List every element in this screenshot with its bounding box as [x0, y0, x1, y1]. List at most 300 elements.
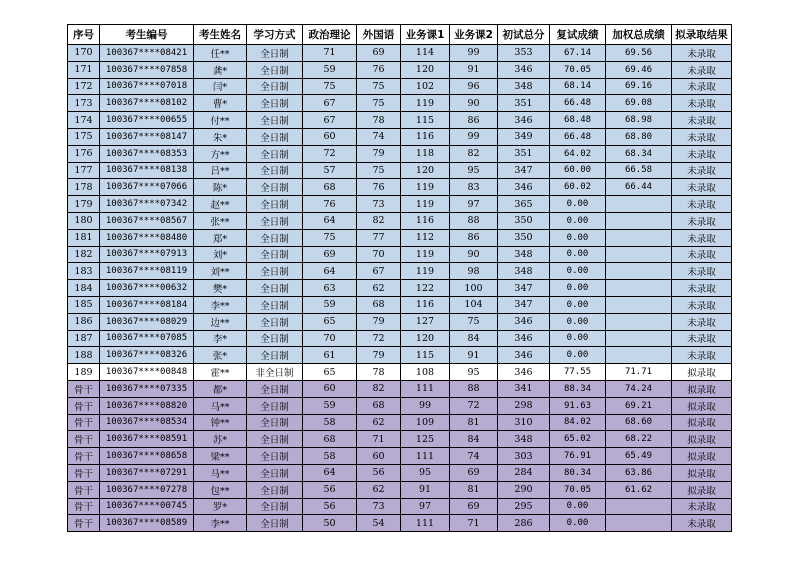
header-result: 拟录取结果: [672, 25, 732, 45]
admission-results-table: [67, 24, 732, 532]
cell-politics: 64: [303, 263, 357, 280]
cell-course-1: 95: [401, 464, 450, 481]
cell-course-2: 90: [450, 246, 498, 263]
cell-seq: 175: [68, 128, 100, 145]
cell-course-2: 75: [450, 313, 498, 330]
cell-result: 未录取: [672, 196, 732, 213]
cell-foreign-language: 78: [357, 112, 401, 129]
cell-seq: 177: [68, 162, 100, 179]
table-row: [68, 313, 732, 330]
cell-name: 李**: [194, 515, 247, 532]
cell-foreign-language: 60: [357, 448, 401, 465]
cell-candidate-id: 100367****07085: [100, 330, 194, 347]
cell-seq: 174: [68, 112, 100, 129]
header-study-mode: 学习方式: [247, 25, 303, 45]
cell-retest-score: 0.00: [550, 296, 606, 313]
cell-foreign-language: 78: [357, 364, 401, 381]
cell-retest-score: 84.02: [550, 414, 606, 431]
cell-initial-total: 347: [498, 162, 550, 179]
cell-seq: 骨干: [68, 498, 100, 515]
cell-result: 未录取: [672, 45, 732, 62]
table-row: [68, 380, 732, 397]
cell-candidate-id: 100367****08029: [100, 313, 194, 330]
cell-study-mode: 全日制: [247, 112, 303, 129]
cell-course-2: 104: [450, 296, 498, 313]
cell-politics: 56: [303, 481, 357, 498]
cell-initial-total: 347: [498, 296, 550, 313]
cell-weighted-total: 69.16: [606, 78, 672, 95]
cell-course-2: 69: [450, 498, 498, 515]
cell-course-1: 114: [401, 45, 450, 62]
cell-weighted-total: [606, 246, 672, 263]
cell-result: 未录取: [672, 162, 732, 179]
cell-politics: 60: [303, 380, 357, 397]
header-initial-total: 初试总分: [498, 25, 550, 45]
cell-initial-total: 286: [498, 515, 550, 532]
cell-seq: 170: [68, 45, 100, 62]
cell-course-2: 86: [450, 112, 498, 129]
cell-seq: 185: [68, 296, 100, 313]
cell-foreign-language: 79: [357, 313, 401, 330]
cell-weighted-total: [606, 229, 672, 246]
cell-study-mode: 全日制: [247, 179, 303, 196]
cell-candidate-id: 100367****08138: [100, 162, 194, 179]
cell-weighted-total: [606, 330, 672, 347]
cell-weighted-total: 68.80: [606, 128, 672, 145]
cell-retest-score: 0.00: [550, 263, 606, 280]
cell-result: 未录取: [672, 347, 732, 364]
cell-politics: 67: [303, 112, 357, 129]
cell-weighted-total: 68.60: [606, 414, 672, 431]
cell-course-2: 96: [450, 78, 498, 95]
header-course-2: 业务课2: [450, 25, 498, 45]
cell-politics: 60: [303, 128, 357, 145]
cell-weighted-total: 65.49: [606, 448, 672, 465]
cell-foreign-language: 62: [357, 280, 401, 297]
header-weighted-total: 加权总成绩: [606, 25, 672, 45]
cell-initial-total: 346: [498, 61, 550, 78]
cell-study-mode: 全日制: [247, 347, 303, 364]
cell-foreign-language: 75: [357, 162, 401, 179]
cell-course-2: 86: [450, 229, 498, 246]
cell-weighted-total: 68.22: [606, 431, 672, 448]
cell-course-2: 100: [450, 280, 498, 297]
cell-result: 未录取: [672, 112, 732, 129]
cell-politics: 56: [303, 498, 357, 515]
cell-course-2: 88: [450, 380, 498, 397]
cell-politics: 65: [303, 364, 357, 381]
cell-retest-score: 65.02: [550, 431, 606, 448]
cell-course-2: 84: [450, 330, 498, 347]
cell-result: 未录取: [672, 128, 732, 145]
cell-seq: 骨干: [68, 397, 100, 414]
cell-politics: 64: [303, 212, 357, 229]
cell-candidate-id: 100367****07018: [100, 78, 194, 95]
cell-name: 樊*: [194, 280, 247, 297]
table-row: [68, 78, 732, 95]
cell-course-1: 127: [401, 313, 450, 330]
cell-course-2: 97: [450, 196, 498, 213]
cell-foreign-language: 77: [357, 229, 401, 246]
cell-candidate-id: 100367****08184: [100, 296, 194, 313]
cell-study-mode: 全日制: [247, 162, 303, 179]
table-row: [68, 128, 732, 145]
cell-course-2: 69: [450, 464, 498, 481]
cell-result: 未录取: [672, 280, 732, 297]
cell-name: 赵**: [194, 196, 247, 213]
cell-study-mode: 全日制: [247, 464, 303, 481]
cell-study-mode: 全日制: [247, 498, 303, 515]
cell-seq: 骨干: [68, 380, 100, 397]
cell-politics: 57: [303, 162, 357, 179]
cell-weighted-total: 74.24: [606, 380, 672, 397]
cell-foreign-language: 62: [357, 481, 401, 498]
cell-initial-total: 290: [498, 481, 550, 498]
cell-candidate-id: 100367****08353: [100, 145, 194, 162]
cell-course-2: 99: [450, 128, 498, 145]
cell-result: 未录取: [672, 498, 732, 515]
cell-course-2: 88: [450, 212, 498, 229]
cell-result: 未录取: [672, 145, 732, 162]
cell-study-mode: 全日制: [247, 229, 303, 246]
cell-result: 未录取: [672, 296, 732, 313]
cell-weighted-total: 63.86: [606, 464, 672, 481]
cell-initial-total: 346: [498, 313, 550, 330]
table-row: [68, 481, 732, 498]
cell-retest-score: 64.02: [550, 145, 606, 162]
cell-result: 拟录取: [672, 448, 732, 465]
cell-retest-score: 0.00: [550, 196, 606, 213]
cell-seq: 173: [68, 95, 100, 112]
cell-name: 李**: [194, 296, 247, 313]
cell-course-1: 102: [401, 78, 450, 95]
cell-weighted-total: [606, 313, 672, 330]
cell-weighted-total: [606, 347, 672, 364]
cell-foreign-language: 79: [357, 145, 401, 162]
cell-name: 边**: [194, 313, 247, 330]
header-seq: 序号: [68, 25, 100, 45]
cell-course-1: 119: [401, 246, 450, 263]
cell-seq: 骨干: [68, 431, 100, 448]
cell-initial-total: 349: [498, 128, 550, 145]
table-row: [68, 515, 732, 532]
cell-name: 马**: [194, 397, 247, 414]
cell-course-2: 95: [450, 364, 498, 381]
cell-study-mode: 全日制: [247, 313, 303, 330]
cell-name: 郑*: [194, 229, 247, 246]
cell-candidate-id: 100367****08567: [100, 212, 194, 229]
cell-initial-total: 310: [498, 414, 550, 431]
cell-initial-total: 348: [498, 431, 550, 448]
cell-result: 未录取: [672, 95, 732, 112]
header-politics: 政治理论: [303, 25, 357, 45]
cell-study-mode: 全日制: [247, 145, 303, 162]
cell-initial-total: 346: [498, 347, 550, 364]
cell-course-1: 119: [401, 179, 450, 196]
table-row: [68, 61, 732, 78]
cell-seq: 189: [68, 364, 100, 381]
cell-study-mode: 全日制: [247, 128, 303, 145]
cell-weighted-total: [606, 263, 672, 280]
cell-foreign-language: 82: [357, 380, 401, 397]
cell-initial-total: 346: [498, 179, 550, 196]
cell-weighted-total: 69.56: [606, 45, 672, 62]
table-row: [68, 179, 732, 196]
table-row: [68, 448, 732, 465]
cell-retest-score: 0.00: [550, 280, 606, 297]
cell-candidate-id: 100367****08102: [100, 95, 194, 112]
cell-initial-total: 347: [498, 280, 550, 297]
cell-politics: 67: [303, 95, 357, 112]
cell-name: 张*: [194, 347, 247, 364]
cell-seq: 180: [68, 212, 100, 229]
cell-seq: 骨干: [68, 448, 100, 465]
cell-seq: 182: [68, 246, 100, 263]
cell-study-mode: 全日制: [247, 380, 303, 397]
cell-politics: 68: [303, 179, 357, 196]
cell-name: 霍**: [194, 364, 247, 381]
cell-name: 曹*: [194, 95, 247, 112]
cell-retest-score: 68.14: [550, 78, 606, 95]
cell-name: 钟**: [194, 414, 247, 431]
cell-course-2: 72: [450, 397, 498, 414]
cell-foreign-language: 82: [357, 212, 401, 229]
cell-course-1: 111: [401, 515, 450, 532]
cell-result: 未录取: [672, 61, 732, 78]
cell-candidate-id: 100367****07913: [100, 246, 194, 263]
cell-candidate-id: 100367****00655: [100, 112, 194, 129]
cell-initial-total: 284: [498, 464, 550, 481]
cell-retest-score: 91.63: [550, 397, 606, 414]
table-row: [68, 498, 732, 515]
cell-course-1: 108: [401, 364, 450, 381]
table-row: [68, 229, 732, 246]
cell-course-2: 84: [450, 431, 498, 448]
cell-result: 拟录取: [672, 464, 732, 481]
cell-retest-score: 66.48: [550, 95, 606, 112]
cell-course-2: 74: [450, 448, 498, 465]
cell-name: 朱*: [194, 128, 247, 145]
cell-politics: 69: [303, 246, 357, 263]
cell-weighted-total: [606, 212, 672, 229]
table-row: [68, 196, 732, 213]
cell-course-1: 115: [401, 112, 450, 129]
cell-name: 陈*: [194, 179, 247, 196]
cell-course-1: 120: [401, 61, 450, 78]
table-row: [68, 296, 732, 313]
table-row: [68, 246, 732, 263]
table-row: [68, 347, 732, 364]
cell-retest-score: 67.14: [550, 45, 606, 62]
cell-initial-total: 351: [498, 95, 550, 112]
cell-seq: 骨干: [68, 515, 100, 532]
cell-course-2: 91: [450, 347, 498, 364]
cell-politics: 58: [303, 448, 357, 465]
cell-name: 吕**: [194, 162, 247, 179]
cell-study-mode: 全日制: [247, 246, 303, 263]
cell-weighted-total: 69.21: [606, 397, 672, 414]
cell-seq: 骨干: [68, 481, 100, 498]
cell-initial-total: 365: [498, 196, 550, 213]
cell-name: 闫*: [194, 78, 247, 95]
table-row: [68, 212, 732, 229]
table-row: [68, 464, 732, 481]
cell-foreign-language: 79: [357, 347, 401, 364]
cell-candidate-id: 100367****00745: [100, 498, 194, 515]
cell-result: 拟录取: [672, 431, 732, 448]
cell-retest-score: 0.00: [550, 246, 606, 263]
table-row: [68, 263, 732, 280]
cell-foreign-language: 76: [357, 61, 401, 78]
cell-course-1: 115: [401, 347, 450, 364]
cell-weighted-total: [606, 515, 672, 532]
cell-retest-score: 77.55: [550, 364, 606, 381]
cell-study-mode: 全日制: [247, 95, 303, 112]
cell-seq: 187: [68, 330, 100, 347]
cell-name: 刘**: [194, 263, 247, 280]
cell-name: 罗*: [194, 498, 247, 515]
cell-course-1: 91: [401, 481, 450, 498]
cell-name: 马**: [194, 464, 247, 481]
cell-course-1: 122: [401, 280, 450, 297]
cell-foreign-language: 75: [357, 95, 401, 112]
cell-weighted-total: 68.34: [606, 145, 672, 162]
cell-course-1: 119: [401, 196, 450, 213]
cell-study-mode: 全日制: [247, 481, 303, 498]
cell-course-1: 111: [401, 448, 450, 465]
cell-retest-score: 70.05: [550, 481, 606, 498]
table-row: [68, 145, 732, 162]
table-row: [68, 330, 732, 347]
cell-weighted-total: 66.44: [606, 179, 672, 196]
cell-politics: 75: [303, 78, 357, 95]
header-course-1: 业务课1: [401, 25, 450, 45]
cell-study-mode: 全日制: [247, 296, 303, 313]
cell-course-1: 116: [401, 296, 450, 313]
cell-politics: 50: [303, 515, 357, 532]
cell-retest-score: 66.48: [550, 128, 606, 145]
cell-study-mode: 全日制: [247, 212, 303, 229]
cell-candidate-id: 100367****07342: [100, 196, 194, 213]
cell-retest-score: 0.00: [550, 313, 606, 330]
cell-result: 未录取: [672, 179, 732, 196]
cell-weighted-total: 66.58: [606, 162, 672, 179]
header-retest-score: 复试成绩: [550, 25, 606, 45]
cell-politics: 64: [303, 464, 357, 481]
cell-result: 拟录取: [672, 481, 732, 498]
cell-weighted-total: [606, 196, 672, 213]
cell-name: 张**: [194, 212, 247, 229]
cell-weighted-total: 68.98: [606, 112, 672, 129]
cell-course-2: 71: [450, 515, 498, 532]
cell-course-2: 90: [450, 95, 498, 112]
cell-name: 付**: [194, 112, 247, 129]
cell-seq: 176: [68, 145, 100, 162]
cell-seq: 179: [68, 196, 100, 213]
cell-study-mode: 全日制: [247, 431, 303, 448]
cell-seq: 186: [68, 313, 100, 330]
cell-foreign-language: 74: [357, 128, 401, 145]
cell-weighted-total: [606, 280, 672, 297]
cell-politics: 68: [303, 431, 357, 448]
table-row: [68, 431, 732, 448]
cell-candidate-id: 100367****07278: [100, 481, 194, 498]
cell-foreign-language: 68: [357, 397, 401, 414]
cell-name: 刘*: [194, 246, 247, 263]
cell-seq: 181: [68, 229, 100, 246]
cell-initial-total: 350: [498, 212, 550, 229]
cell-politics: 71: [303, 45, 357, 62]
cell-candidate-id: 100367****07066: [100, 179, 194, 196]
cell-study-mode: 全日制: [247, 448, 303, 465]
cell-candidate-id: 100367****08147: [100, 128, 194, 145]
cell-foreign-language: 56: [357, 464, 401, 481]
cell-foreign-language: 62: [357, 414, 401, 431]
cell-study-mode: 全日制: [247, 45, 303, 62]
cell-seq: 骨干: [68, 414, 100, 431]
cell-retest-score: 0.00: [550, 212, 606, 229]
cell-initial-total: 353: [498, 45, 550, 62]
cell-course-2: 91: [450, 61, 498, 78]
cell-retest-score: 0.00: [550, 330, 606, 347]
cell-candidate-id: 100367****08591: [100, 431, 194, 448]
cell-candidate-id: 100367****08589: [100, 515, 194, 532]
cell-initial-total: 346: [498, 330, 550, 347]
cell-result: 未录取: [672, 229, 732, 246]
cell-retest-score: 0.00: [550, 229, 606, 246]
cell-candidate-id: 100367****00632: [100, 280, 194, 297]
cell-retest-score: 68.48: [550, 112, 606, 129]
cell-politics: 59: [303, 397, 357, 414]
cell-course-1: 118: [401, 145, 450, 162]
cell-study-mode: 全日制: [247, 280, 303, 297]
cell-name: 苏*: [194, 431, 247, 448]
cell-course-1: 120: [401, 330, 450, 347]
cell-initial-total: 346: [498, 112, 550, 129]
cell-course-1: 97: [401, 498, 450, 515]
cell-name: 龚*: [194, 61, 247, 78]
cell-candidate-id: 100367****08480: [100, 229, 194, 246]
cell-politics: 59: [303, 296, 357, 313]
table-row: [68, 414, 732, 431]
cell-name: 方**: [194, 145, 247, 162]
table-row: [68, 280, 732, 297]
cell-course-1: 116: [401, 212, 450, 229]
cell-seq: 184: [68, 280, 100, 297]
cell-foreign-language: 73: [357, 196, 401, 213]
cell-politics: 65: [303, 313, 357, 330]
cell-study-mode: 全日制: [247, 263, 303, 280]
cell-seq: 183: [68, 263, 100, 280]
table-row: [68, 162, 732, 179]
cell-weighted-total: [606, 296, 672, 313]
header-foreign-language: 外国语: [357, 25, 401, 45]
cell-politics: 72: [303, 145, 357, 162]
cell-study-mode: 全日制: [247, 414, 303, 431]
cell-candidate-id: 100367****08421: [100, 45, 194, 62]
cell-study-mode: 非全日制: [247, 364, 303, 381]
cell-course-1: 125: [401, 431, 450, 448]
table-row: [68, 112, 732, 129]
cell-course-2: 81: [450, 414, 498, 431]
cell-course-1: 119: [401, 95, 450, 112]
cell-initial-total: 346: [498, 364, 550, 381]
cell-study-mode: 全日制: [247, 397, 303, 414]
cell-result: 未录取: [672, 246, 732, 263]
cell-course-1: 112: [401, 229, 450, 246]
cell-retest-score: 60.02: [550, 179, 606, 196]
cell-weighted-total: 69.08: [606, 95, 672, 112]
